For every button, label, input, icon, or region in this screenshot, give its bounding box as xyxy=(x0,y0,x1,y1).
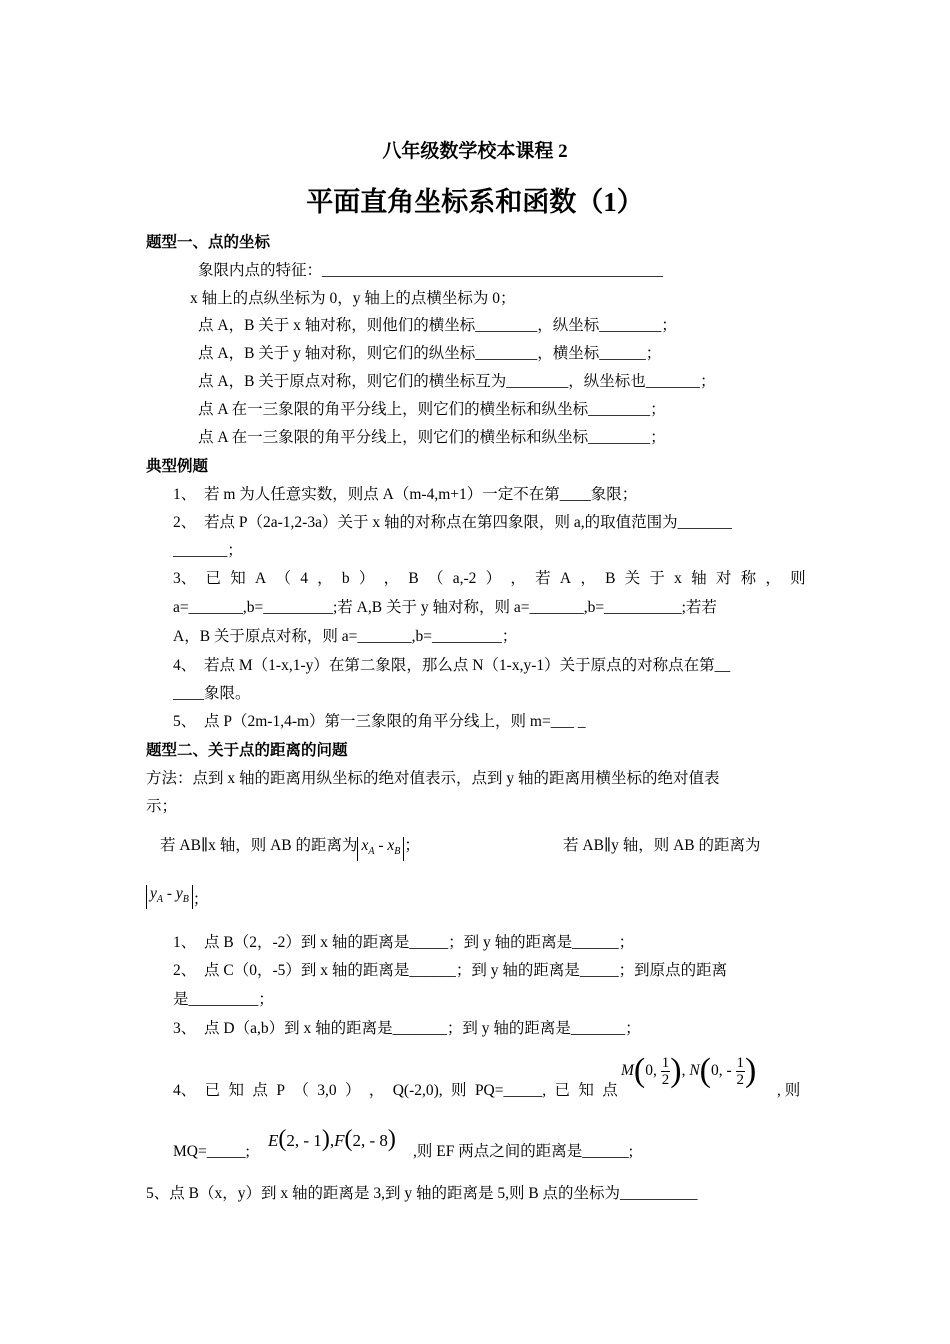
method-line-2: 示； xyxy=(146,798,178,815)
example-4-line-1: 4、 若点 M（1-x,1-y）在第二象限，那么点 N（1-x,y-1）关于原点的对称点在第__ xyxy=(173,657,731,674)
distance-q1: 1、 点 B（2，-2）到 x 轴的距离是_____；到 y 轴的距离是______； xyxy=(173,934,635,951)
q4-token: 4、 xyxy=(173,1082,197,1099)
example-2-line-2: _______； xyxy=(173,542,243,559)
q4-token: ） xyxy=(344,1082,361,1099)
example-3-line-3: A，B 关于原点对称，则 a=_______,b=_________； xyxy=(173,628,518,645)
q3-token: 对 xyxy=(715,570,732,587)
q3-token: ， xyxy=(580,570,596,587)
part1-line-3: 点 A，B 关于 x 轴对称，则他们的横坐标________，纵坐标________； xyxy=(198,317,677,334)
abs-y-formula: $y_A - y_B$ xyxy=(146,885,193,909)
q4-token: ， xyxy=(368,1082,385,1099)
q4-token: 点 xyxy=(602,1082,618,1099)
formula-row: 若 AB∥x 轴，则 AB 的距离为 $x_A - x_B$ ； xyxy=(160,836,420,861)
q3-token: a,-2 xyxy=(452,570,477,587)
part1-line-7: 点 A 在一三象限的角平分线上，则它们的横坐标和纵坐标________； xyxy=(198,429,666,446)
q3-token: 4 xyxy=(300,570,308,587)
formula-row-2: $y_A - y_B$ ； xyxy=(146,884,208,909)
part2-heading: 题型二、关于点的距离的问题 xyxy=(146,742,348,759)
example-5: 5、 点 P（2m-1,4-m）第一三象限的角平分线上，则 m=___ _ xyxy=(173,713,586,730)
distance-q5: 5、点 B（x，y）到 x 轴的距离是 3,到 y 轴的距离是 5,则 B 点的坐标为__________ xyxy=(146,1185,698,1202)
q4-token: 3,0 xyxy=(317,1082,337,1099)
example-3-line-2: a=_______,b=_________;若 A,B 关于 y 轴对称，则 a=_______,b=__________;若若 xyxy=(173,599,717,616)
q3-token: 轴 xyxy=(691,570,707,587)
q4-token: PQ=_____, xyxy=(474,1082,547,1099)
q3-token: ， xyxy=(510,570,526,587)
example-2-line-1: 2、 若点 P（2a-1,2-3a）关于 x 轴的对称点在第四象限，则 a,的取值范围为_______ xyxy=(173,514,732,531)
part1-line-5: 点 A，B 关于原点对称，则它们的横坐标互为________，纵坐标也_______； xyxy=(198,373,716,390)
example-4-line-2: ____象限。 xyxy=(173,685,251,702)
part1-line-6: 点 A 在一三象限的角平分线上，则它们的横坐标和纵坐标________； xyxy=(198,401,666,418)
q3-token: 若 xyxy=(535,570,551,587)
page-title: 平面直角坐标系和函数（1） xyxy=(306,187,644,217)
examples-heading: 典型例题 xyxy=(146,458,209,475)
q3-token: ， xyxy=(317,570,333,587)
q3-token: ， xyxy=(765,570,781,587)
q3-token: ） xyxy=(358,570,375,587)
q4-token: 知 xyxy=(228,1082,245,1099)
part1-line-2: x 轴上的点纵坐标为 0，y 轴上的点横坐标为 0； xyxy=(190,290,516,307)
q4-token: 则 xyxy=(451,1082,467,1099)
q3-token: A xyxy=(559,570,572,587)
ef-formula: E(2, - 1),F(2, - 8) xyxy=(268,1126,396,1152)
example-1: 1、 若 m 为人任意实数，则点 A（m-4,m+1）一定不在第____象限； xyxy=(173,486,638,503)
q3-token: B xyxy=(605,570,616,587)
q3-token: 于 xyxy=(649,570,665,587)
q3-token: （ xyxy=(427,570,444,587)
distance-q4-ef: ,则 EF 两点之间的距离是______; xyxy=(413,1143,634,1160)
q3-token: A xyxy=(255,570,267,587)
q3-token: 关 xyxy=(624,570,641,587)
distance-q4-then: , 则 xyxy=(777,1082,801,1099)
q3-token: b xyxy=(341,570,350,587)
q3-token: ） xyxy=(485,570,502,587)
abs-x-formula: $x_A - x_B$ xyxy=(357,837,404,861)
formula-left-text: 若 AB∥x 轴，则 AB 的距离为 xyxy=(160,837,358,854)
q3-token: x xyxy=(674,570,682,587)
distance-q3: 3、 点 D（a,b）到 x 轴的距离是_______；到 y 轴的距离是_______； xyxy=(173,1020,641,1037)
example-3-line-1 xyxy=(173,569,806,589)
distance-q4-line-1 xyxy=(173,1081,618,1101)
distance-q4-mq: MQ=_____; xyxy=(173,1143,250,1160)
part1-heading: 题型一、点的坐标 xyxy=(146,234,271,251)
part1-line-4: 点 A，B 关于 y 轴对称，则它们的纵坐标________，横坐标______； xyxy=(198,345,662,362)
part1-line-1: 象限内点的特征：____________________________________________ xyxy=(198,262,664,279)
q4-token: P xyxy=(276,1082,285,1099)
q3-token: 已 xyxy=(205,570,222,587)
q4-token: 点 xyxy=(252,1082,268,1099)
q3-token: B xyxy=(408,570,419,587)
q3-token: （ xyxy=(275,570,291,587)
formula-right-text: 若 AB∥y 轴，则 AB 的距离为 xyxy=(563,837,761,854)
q4-token: 已 xyxy=(204,1082,221,1099)
q3-token: 称 xyxy=(740,570,757,587)
course-title: 八年级数学校本课程 2 xyxy=(382,141,568,162)
q4-token: Q(-2,0), xyxy=(392,1082,443,1099)
q3-token: ， xyxy=(383,570,400,587)
distance-q2-line-1: 2、 点 C（0，-5）到 x 轴的距离是______；到 y 轴的距离是_____；到原点的距离 xyxy=(173,962,728,979)
method-line-1: 方法：点到 x 轴的距离用纵坐标的绝对值表示，点到 y 轴的距离用横坐标的绝对值表 xyxy=(146,770,720,787)
q3-token: 知 xyxy=(230,570,246,587)
distance-q2-line-2: 是_________； xyxy=(173,991,274,1008)
q4-token: 已 xyxy=(554,1082,571,1099)
q4-token: （ xyxy=(293,1082,309,1099)
mn-formula: M ( 0, $\frac{1}{2}$ ) , N ( 0, - $\frac{1}{2}$ ) xyxy=(621,1052,757,1089)
q3-token: 3、 xyxy=(173,570,197,587)
q3-token: 则 xyxy=(790,570,806,587)
q4-token: 知 xyxy=(578,1082,594,1099)
